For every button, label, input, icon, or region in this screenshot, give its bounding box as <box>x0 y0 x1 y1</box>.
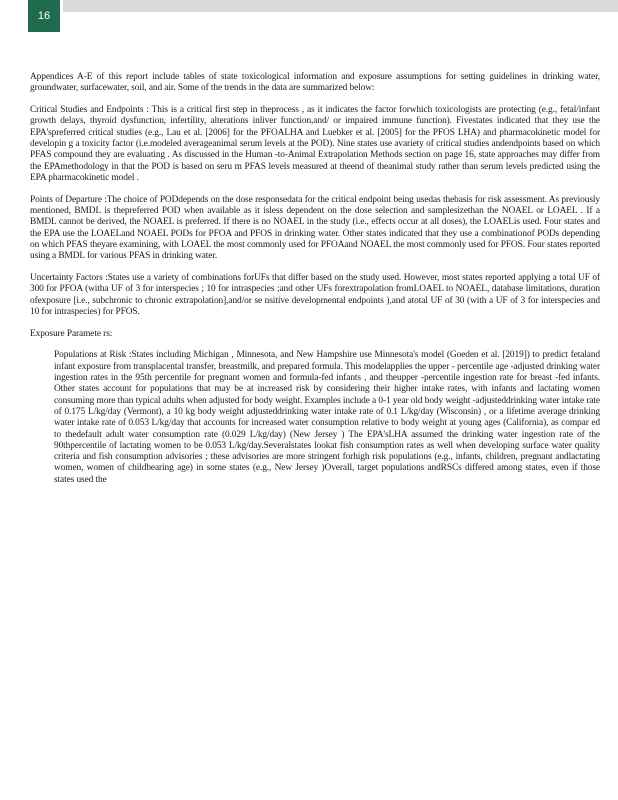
critical-studies-paragraph: Critical Studies and Endpoints : This is a critical first step in theprocess , as it indicates the factor forwhich toxicologists are protecting (e.g., fetal/infant growth delays, thyroid dysfunction, infertility, alterations inliver function,and/ or impaired immune function). Fivestates indicated that they use the EPA'spreferred critical studies (e.g., Lau et al. [2006] for the PFOALHA and Luebker et al. [2005] for the PFOS LHA) and pharmacokinetic model for developin g a toxicity factor (i.e.modeled averageanimal serum levels at the POD). Nine states use avariety of critical studies andendpoints based on which PFAS compound they are evaluating . As discussed in the Human -to-Animal Extrapolation Methods section on page 16, state approaches may differ from the EPAmethodology in that the POD is based on seru m PFAS levels measured at theend of theanimal study rather than serum levels predicted using the EPA pharmacokinetic model . <box>30 105 600 183</box>
intro-paragraph: Appendices A-E of this report include tables of state toxicological information and exposure assumptions for setting guidelines in drinking water, groundwater, surfacewater, soil, and air. Some of the trends in the data are summarized below: <box>30 72 600 94</box>
page-number-badge: 16 <box>28 0 60 32</box>
points-of-departure-paragraph: Points of Departure :The choice of PODdepends on the dose responsedata for the critical endpoint being usedas thebasis for risk assessment. As previously mentioned, BMDL is thepreferred POD when available as it isless dependent on the dose selection and samplesizethan the NOAEL or LOAEL . If a BMDL cannot be derived, the NOAEL is preferred. If there is no NOAEL in the study (i.e., effects occur at all doses), the LOAELis used. Four states and the EPA use the LOAELand NOAEL PODs for PFOA and PFOS in drinking water. Other states indicated that they use a combinationof PODs depending on which PFAS theyare examining, with LOAEL the most commonly used for PFOAand NOAEL the most commonly used for PFOS. Four states reported using a BMDL for various PFAS in drinking water. <box>30 194 600 262</box>
list-item <box>30 350 600 486</box>
exposure-bullet-list <box>30 350 600 486</box>
exposure-parameters-heading: Exposure Paramete rs: <box>30 328 113 339</box>
populations-at-risk-text: Populations at Risk :States including Michigan , Minnesota, and New Hampshire use Minnesota's model (Goeden et al. [2019]) to predict fetaland infant exposure from transplacental transfer, breastmilk, and prepared formula. This modelapplies the upper - percentile age -adjusted drinking water ingestion rates in the 95th percentile for pregnant women and formula-fed infants , and theupper -percentile ingestion rate for breast -fed infants. Other states account for populations that may be at increased risk by considering their higher intake rates, with infants and lactating women consuming more than typical adults when adjusted for body weight. Examples include a 0-1 year old body weight -adjusteddrinking water intake rate of 0.175 L/kg/day (Vermont), a 10 kg body weight adjusteddrinking water intake rate of 0.1 L/kg/day (Wisconsin) , or a lifetime average drinking water intake rate of 0.053 L/kg/day that accounts for increased water consumption relative to body weight at young ages (California), as compar ed to thedefault adult water consumption rate (0.029 L/kg/day) (New Jersey ) The EPA'sLHA assumed the drinking water ingestion rate of the 90thpercentile of lactating women to be 0.053 L/kg/day.Severalstates lookat fish consumption rates as well when developing surface water quality criteria and fish consumption advisories ; these advisories are more stringent forhigh risk populations (e.g., infants, children, pregnant andlactating women, women of childbearing age) in some states (e.g., New Jersey )Overall, target populations andRSCs differed among states, even if those states used the <box>54 350 600 485</box>
page-content <box>30 72 600 486</box>
uncertainty-factors-paragraph: Uncertainty Factors :States use a variety of combinations forUFs that differ based on the study used. However, most states reported applying a total UF of 300 for PFOA (witha UF of 3 for interspecies ; 10 for intraspecies ;and other UFs forextrapolation fromLOAEL to NOAEL, database limitations, duration ofexposure [i.e., subchronic to chronic extrapolation],and/or se nsitive developmental endpoints ),and atotal UF of 30 (with a UF of 3 for interspecies and 10 for intraspecies) for PFOS. <box>30 272 600 317</box>
header-bar <box>63 0 618 12</box>
